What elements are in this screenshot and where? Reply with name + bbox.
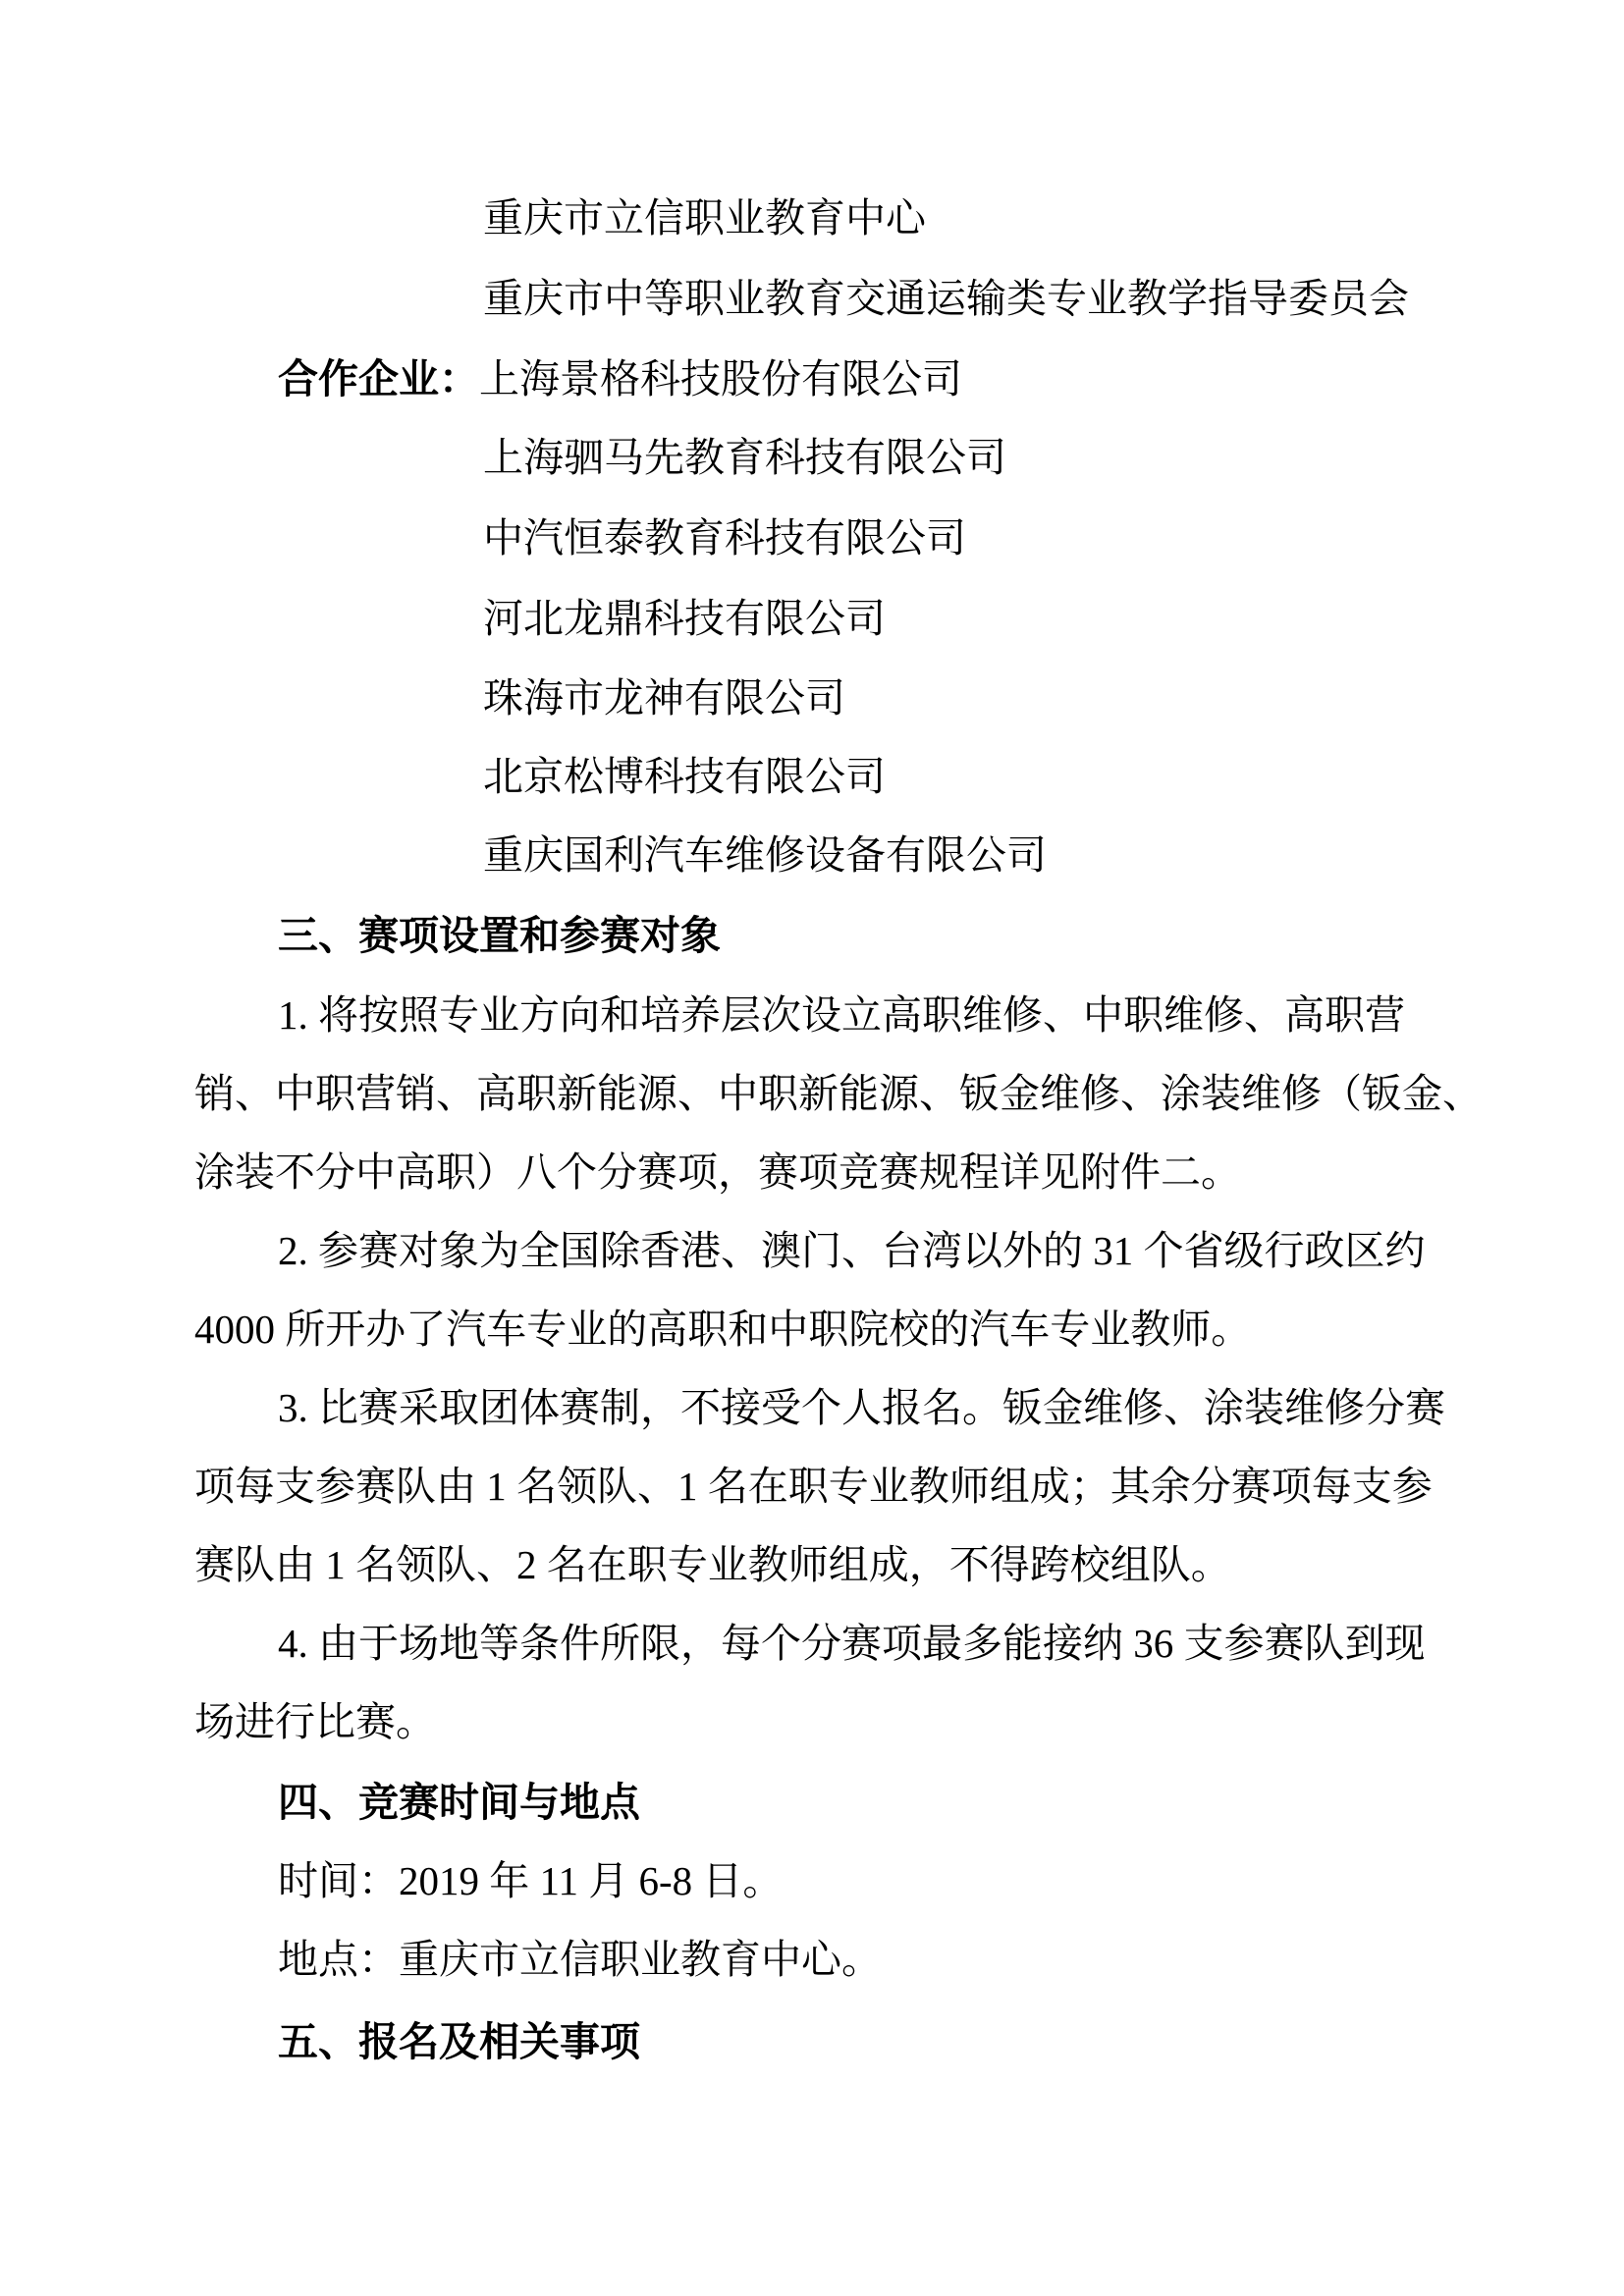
coop-company: 重庆国利汽车维修设备有限公司	[483, 832, 1047, 878]
body-line: 涂装不分中高职）八个分赛项，赛项竞赛规程详见附件二。	[194, 1149, 1241, 1195]
body-line: 项每支参赛队由 1 名领队、1 名在职专业教师组成；其余分赛项每支参	[194, 1464, 1433, 1509]
coop-company: 北京松博科技有限公司	[483, 754, 886, 799]
coop-company: 上海景格科技股份有限公司	[479, 356, 962, 401]
body-line: 赛队由 1 名领队、2 名在职专业教师组成，不得跨校组队。	[194, 1542, 1231, 1587]
place-line: 地点：重庆市立信职业教育中心。	[278, 1937, 882, 1982]
body-line: 4. 由于场地等条件所限，每个分赛项最多能接纳 36 支参赛队到现	[278, 1621, 1426, 1666]
coop-company: 中汽恒泰教育科技有限公司	[483, 515, 966, 561]
organizer-line: 重庆市立信职业教育中心	[483, 195, 926, 240]
body-line: 2. 参赛对象为全国除香港、澳门、台湾以外的 31 个省级行政区约	[278, 1228, 1426, 1273]
body-line: 3. 比赛采取团体赛制，不接受个人报名。钣金维修、涂装维修分赛	[278, 1385, 1445, 1430]
coop-enterprises-line	[278, 354, 962, 403]
time-line: 时间：2019 年 11 月 6-8 日。	[278, 1858, 784, 1903]
body-line: 4000 所开办了汽车专业的高职和中职院校的汽车专业教师。	[194, 1307, 1252, 1352]
section-heading-4: 四、竞赛时间与地点	[278, 1780, 640, 1825]
coop-company: 珠海市龙神有限公司	[483, 675, 845, 721]
section-heading-5: 五、报名及相关事项	[278, 2019, 640, 2064]
body-line: 场进行比赛。	[194, 1699, 436, 1744]
body-line: 销、中职营销、高职新能源、中职新能源、钣金维修、涂装维修（钣金、	[194, 1071, 1483, 1116]
organizer-line: 重庆市中等职业教育交通运输类专业教学指导委员会	[483, 276, 1409, 321]
coop-company: 河北龙鼎科技有限公司	[483, 596, 886, 641]
body-line: 1. 将按照专业方向和培养层次设立高职维修、中职维修、高职营	[278, 992, 1405, 1038]
section-heading-3: 三、赛项设置和参赛对象	[278, 913, 721, 958]
coop-enterprises-label: 合作企业：	[278, 356, 479, 401]
coop-company: 上海驷马先教育科技有限公司	[483, 435, 1006, 480]
